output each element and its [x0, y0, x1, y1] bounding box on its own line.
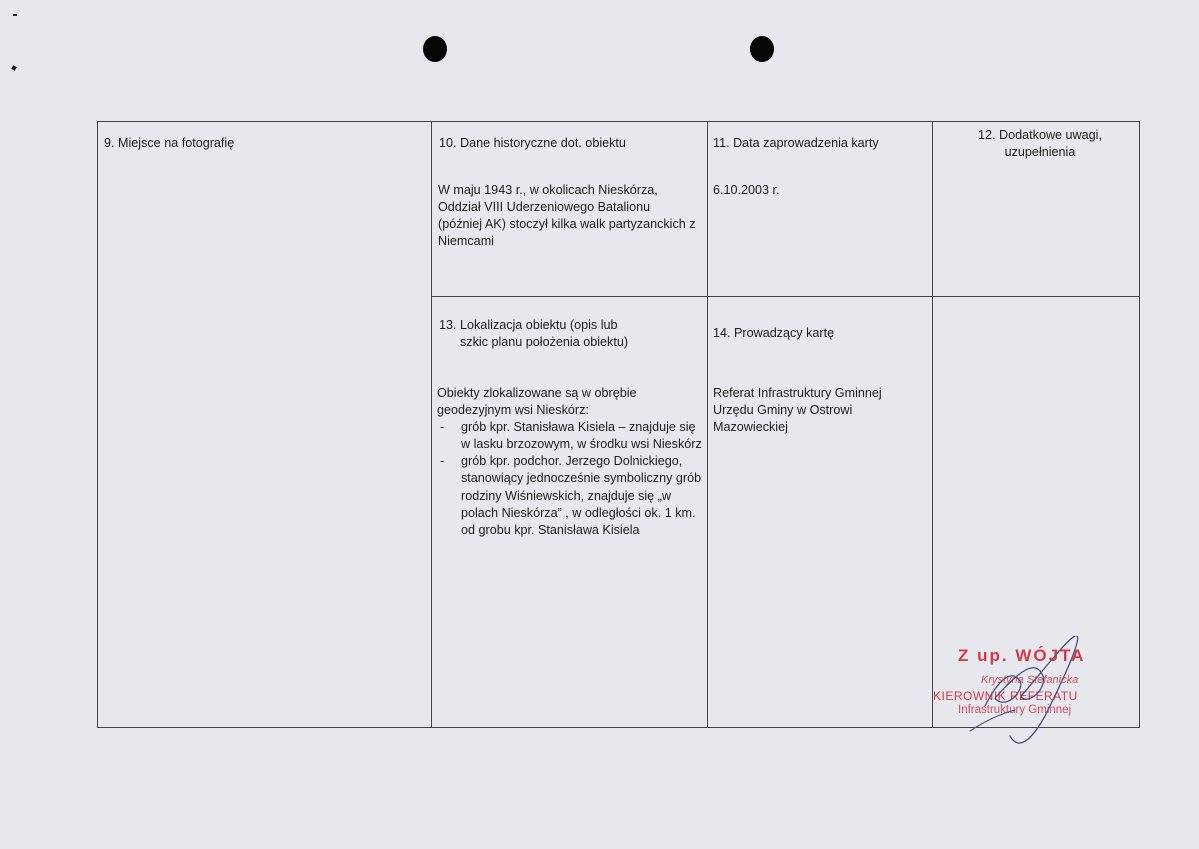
- remarks-header-line2: uzupełnienia: [1004, 145, 1076, 159]
- stamp-line: KIEROWNIK REFERATU: [933, 689, 1078, 703]
- official-stamp: [925, 636, 1135, 746]
- location-intro: Obiekty zlokalizowane są w obrębie geodezyjnym wsi Nieskórz:: [437, 386, 637, 418]
- scan-speck: [13, 14, 17, 16]
- handwritten-signature: [925, 636, 1135, 746]
- table-row-divider: [431, 296, 1139, 297]
- card-date-value: 6.10.2003 r.: [713, 183, 780, 197]
- stamp-line: Z up. WÓJTA: [958, 646, 1086, 665]
- table-border-right: [1139, 121, 1140, 728]
- list-item: - grób kpr. podchor. Jerzego Dolnickiego, stanowiący jednocześnie symboliczny grób rodziny Wiśniewskich, znajduje się „w polach Nieskórza” , w odległości ok. 1 km. od grobu kpr. Stanisława Kisiela: [437, 453, 705, 538]
- scan-speck: [11, 65, 16, 70]
- photo-place-header: 9. Miejsce na fotografię: [104, 136, 235, 150]
- punch-hole-left: [423, 36, 447, 62]
- table-border-left: [97, 121, 98, 728]
- location-list: [437, 419, 705, 539]
- historical-data-header: 10. Dane historyczne dot. obiektu: [439, 136, 626, 150]
- table-divider: [707, 121, 708, 728]
- table-border-top: [97, 121, 1140, 122]
- location-header-line1: 13. Lokalizacja obiektu (opis lub: [439, 318, 618, 332]
- card-keeper-text: Referat Infrastruktury Gminnej Urzędu Gminy w Ostrowi Mazowieckiej: [713, 386, 882, 435]
- stamp-line: Infrastruktury Gminnej: [958, 704, 1072, 716]
- location-header-line2: szkic planu położenia obiektu): [460, 335, 629, 349]
- card-date-header: 11. Data zaprowadzenia karty: [713, 136, 879, 150]
- list-item: - grób kpr. Stanisława Kisiela – znajduje się w lasku brzozowym, w środku wsi Nieskórz: [437, 419, 705, 453]
- location-description: [437, 385, 705, 539]
- table-divider: [431, 121, 432, 728]
- historical-data-text: W maju 1943 r., w okolicach Nieskórza, Oddział VIII Uderzeniowego Batalionu (później AK) stoczył kilka walk partyzanckich z Niemcami: [438, 183, 696, 249]
- punch-hole-right: [750, 36, 774, 62]
- card-keeper-header: 14. Prowadzący kartę: [713, 326, 835, 340]
- remarks-header-line1: 12. Dodatkowe uwagi,: [978, 128, 1102, 142]
- stamp-line: Krystyna Stefanicka: [981, 674, 1079, 686]
